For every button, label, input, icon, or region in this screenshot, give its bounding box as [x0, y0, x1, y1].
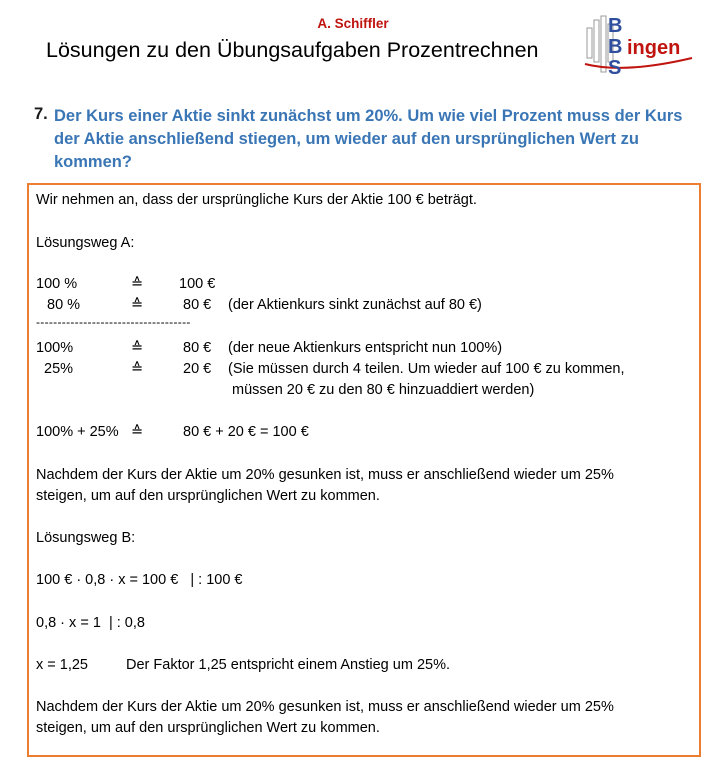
equation-3-right: Der Faktor 1,25 entspricht einem Anstieg um 25%. [126, 657, 450, 673]
row3-note: (der neue Aktienkurs entspricht nun 100%) [228, 340, 503, 356]
logo-letter-s: S [608, 57, 622, 78]
logo-word-ingen: ingen [627, 37, 681, 59]
way-b-label: Lösungsweg B: [36, 530, 136, 546]
row2-right: 80 € [183, 297, 212, 313]
conclusion-a-line1: Nachdem der Kurs der Aktie um 20% gesunken ist, muss er anschließend wieder um 25% [36, 467, 614, 483]
row4-right: 20 € [183, 361, 212, 377]
row2-symbol: ≙ [131, 297, 144, 313]
sum-left: 100% + 25% [36, 424, 119, 440]
equation-1: 100 € · 0,8 · x = 100 € | : 100 € [36, 572, 243, 588]
row3-symbol: ≙ [131, 340, 144, 356]
conclusion-b-line1: Nachdem der Kurs der Aktie um 20% gesunken ist, muss er anschließend wieder um 25% [36, 699, 614, 715]
row4-note: (Sie müssen durch 4 teilen. Um wieder auf 100 € zu kommen, [228, 361, 625, 377]
row3-right: 80 € [183, 340, 212, 356]
row1-right: 100 € [179, 276, 216, 292]
row4-note-continued: müssen 20 € zu den 80 € hinzuaddiert werden) [232, 382, 535, 398]
solution-box [27, 183, 701, 757]
sum-right: 80 € + 20 € = 100 € [183, 424, 309, 440]
conclusion-b-line2: steigen, um auf den ursprünglichen Wert zu kommen. [36, 720, 380, 736]
equation-2: 0,8 · x = 1 | : 0,8 [36, 615, 145, 631]
row2-left: 80 % [47, 297, 81, 313]
row1-symbol: ≙ [131, 276, 144, 292]
row4-left: 25% [44, 361, 74, 377]
conclusion-a-line2: steigen, um auf den ursprünglichen Wert zu kommen. [36, 488, 380, 504]
author-name: A. Schiffler [317, 16, 389, 31]
task-number: 7. [34, 105, 48, 123]
sum-symbol: ≙ [131, 424, 144, 440]
way-a-label: Lösungsweg A: [36, 235, 135, 251]
row1-left: 100 % [36, 276, 78, 292]
task-text: Der Kurs einer Aktie sinkt zunächst um 20%. Um wie viel Prozent muss der Kurs der Aktie anschließend stiegen, um wieder auf den ursprünglichen Wert zu kommen? [54, 107, 683, 171]
row3-left: 100% [36, 340, 74, 356]
intro-text: Wir nehmen an, dass der ursprüngliche Kurs der Aktie 100 € beträgt. [36, 192, 477, 208]
separator-line: ------------------------------------ [36, 315, 191, 329]
page-title: Lösungen zu den Übungsaufgaben Prozentrechnen [46, 38, 539, 62]
equation-3-left: x = 1,25 [36, 657, 88, 673]
logo-letter-b2: B [608, 36, 623, 58]
row2-note: (der Aktienkurs sinkt zunächst auf 80 €) [228, 297, 482, 313]
row4-symbol: ≙ [131, 361, 144, 377]
logo-letter-b1: B [608, 15, 623, 37]
bbs-bingen-logo [584, 14, 696, 78]
